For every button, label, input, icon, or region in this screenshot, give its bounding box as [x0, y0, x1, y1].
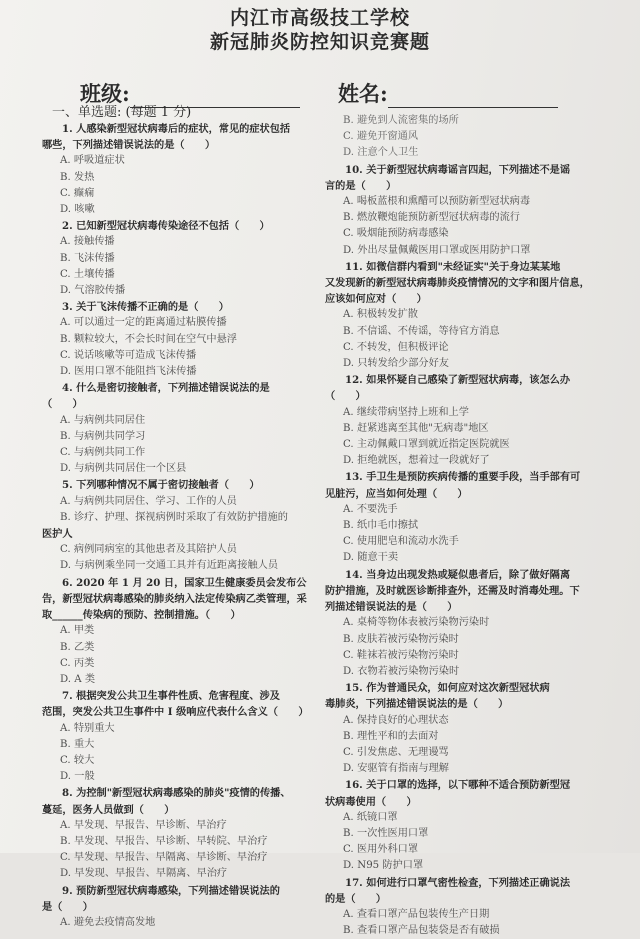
question-stem: 16. 关于口罩的选择，以下哪种不适合预防新型冠 [345, 779, 571, 792]
right-column [325, 113, 615, 939]
option-line: A. 呼吸道症状 [60, 155, 125, 167]
option-line: B. 皮肤若被污染物污染时 [343, 633, 459, 645]
option-line: C. 较大 [60, 754, 95, 766]
option-line: A. 早发现、早报告、早诊断、早治疗 [60, 819, 227, 831]
name-blank [388, 87, 558, 108]
option-line: A. 喝板蓝根和熏醋可以预防新型冠状病毒 [343, 196, 531, 208]
option-line: A. 接触传播 [60, 236, 115, 248]
option-line: D. 一般 [60, 771, 95, 783]
name-label: 姓名: [338, 81, 388, 106]
question-stem-continued: 毒肺炎，下列描述错误说法的是（ ） [325, 698, 509, 711]
paper-header [0, 6, 640, 54]
question-stem-continued: 见脏污，应当如何处理（ ） [325, 487, 468, 500]
class-label: 班级: [80, 81, 130, 106]
question-stem-continued: （ ） [42, 398, 83, 411]
option-line: D. 注意个人卫生 [343, 147, 419, 159]
option-line: D. 拒绝就医，想着过一段就好了 [343, 455, 490, 467]
option-line: C. 避免开窗通风 [343, 131, 419, 143]
option-line: A. 特别重大 [60, 722, 115, 734]
option-line: A. 继续带病坚持上班和上学 [343, 406, 469, 418]
section-heading: 一、单选题: (每题 1 分) [52, 105, 192, 120]
question-stem: 17. 如何进行口罩气密性检查，下列描述正确说法 [345, 876, 571, 889]
option-line: A. 与病例共同居住、学习、工作的人员 [60, 495, 237, 507]
option-line: B. 颗粒较大，不会长时间在空气中悬浮 [60, 333, 237, 345]
option-line: D. 早发现、早报告、早隔离、早治疗 [60, 868, 228, 880]
question-stem-continued: 言的是（ ） [325, 179, 397, 192]
option-line: B. 不信谣、不传谣，等待官方消息 [343, 325, 500, 337]
option-line: B. 纸巾毛巾擦拭 [343, 520, 419, 532]
question-stem-continued: 应该如何应对（ ） [325, 293, 427, 306]
question-stem-continued: 取______传染病的预防、控制措施。（ ） [42, 609, 241, 622]
question-stem: 12. 如果怀疑自己感染了新型冠状病毒，该怎么办 [345, 374, 571, 387]
left-column [42, 104, 310, 931]
question-stem: 6. 2020 年 1 月 20 日，国家卫生健康委员会发布公 [62, 576, 307, 589]
option-line: C. 土壤传播 [60, 268, 115, 280]
option-line: B. 早发现、早报告、早诊断、早转院、早治疗 [60, 835, 268, 847]
question-stem-continued: 蔓延，医务人员做到（ ） [42, 803, 175, 816]
option-line: D. 外出尽量佩戴医用口罩或医用防护口罩 [343, 244, 531, 256]
question-stem-continued: 列描述错误说法的是（ ） [325, 601, 458, 614]
option-line: B. 赶紧逃离至其他"无病毒"地区 [343, 422, 489, 434]
option-line: C. 癫痫 [60, 187, 95, 199]
option-line: B. 诊疗、护理、探视病例时采取了有效防护措施的 [60, 511, 288, 523]
option-line: D. 只转发给少部分好友 [343, 358, 449, 370]
question-stem: 13. 手卫生是预防疾病传播的重要手段，当手部有可 [345, 471, 581, 484]
option-line: D. 与病例乘坐同一交通工具并有近距离接触人员 [60, 560, 279, 572]
option-line: B. 避免到人流密集的场所 [343, 115, 459, 126]
option-line: A. 不要洗手 [343, 503, 398, 515]
question-stem-continued: 的是（ ） [325, 892, 387, 905]
question-stem: 4. 什么是密切接触者，下列描述错误说法的是 [62, 382, 270, 395]
question-stem: 5. 下列哪种情况不属于密切接触者（ ） [62, 479, 260, 492]
question-stem-continued: 防护措施，及时就医诊断排查外，还需及时消毒处理。下 [325, 584, 580, 597]
question-stem-continued: 是（ ） [42, 900, 93, 913]
question-stem: 8. 为控制"新型冠状病毒感染的肺炎"疫情的传播、 [62, 787, 291, 800]
option-line: C. 医用外科口罩 [343, 844, 419, 856]
question-stem: 11. 如微信群内看到"未经证实"关于身边某某地 [345, 260, 561, 273]
option-line: C. 病例同病室的其他患者及其陪护人员 [60, 544, 237, 556]
option-line: B. 与病例共同学习 [60, 430, 146, 442]
question-stem-continued: 范围，突发公共卫生事件中 I 级响应代表什么含义（ ） [42, 706, 309, 719]
option-line: D. 安驱管有指南与理解 [343, 763, 449, 775]
option-line: A. 避免去疫情高发地 [60, 916, 156, 928]
option-line: C. 早发现、早报告、早隔离、早诊断、早治疗 [60, 852, 268, 864]
question-stem: 1. 人感染新型冠状病毒后的症状，常见的症状包括 [62, 123, 291, 135]
option-line: B. 乙类 [60, 641, 95, 653]
question-stem-continued: 哪些，下列描述错误说法的是（ ） [42, 139, 216, 152]
option-line: A. 积极转发扩散 [343, 309, 418, 321]
question-stem-continued: 医护人 [42, 528, 73, 541]
name-field [338, 78, 558, 108]
question-stem: 9. 预防新型冠状病毒感染，下列描述错误说法的 [62, 884, 280, 897]
option-line: D. 咳嗽 [60, 204, 95, 216]
option-line: C. 引发焦虑、无理谩骂 [343, 746, 449, 758]
option-line: A. 可以通过一定的距离通过粘膜传播 [60, 317, 227, 329]
option-line: A. 与病例共同居住 [60, 414, 146, 426]
option-line: A. 甲类 [60, 625, 95, 637]
option-line: B. 发热 [60, 171, 95, 183]
option-line: D. 与病例共同居住一个区县 [60, 463, 187, 475]
option-line: D. 气溶胶传播 [60, 285, 126, 297]
question-stem-continued: 告，新型冠状病毒感染的肺炎纳入法定传染病乙类管理，采 [42, 592, 307, 605]
option-line: C. 使用肥皂和流动水洗手 [343, 536, 459, 548]
option-line: C. 不转发，但积极评论 [343, 341, 449, 353]
option-line: B. 查看口罩产品包装袋是否有破损 [343, 925, 500, 937]
question-stem: 10. 关于新型冠状病毒谣言四起，下列描述不是谣 [345, 163, 571, 176]
option-line: D. N95 防护口罩 [343, 860, 424, 872]
option-line: D. 医用口罩不能阻挡飞沫传播 [60, 366, 197, 378]
option-line: B. 理性平和的去面对 [343, 730, 439, 742]
option-line: D. 随意干卖 [343, 552, 399, 564]
option-line: B. 一次性医用口罩 [343, 827, 429, 839]
option-line: C. 鞋袜若被污染物污染时 [343, 649, 459, 661]
question-stem: 2. 已知新型冠状病毒传染途径不包括（ ） [62, 220, 270, 233]
option-line: C. 吸烟能预防病毒感染 [343, 228, 449, 240]
option-line: A. 查看口罩产品包装传生产日期 [343, 908, 490, 920]
question-stem-continued: 状病毒使用（ ） [325, 795, 417, 808]
paper-title: 新冠肺炎防控知识竞赛题 [209, 31, 430, 53]
option-line: A. 桌椅等物体表被污染物污染时 [343, 617, 490, 629]
option-line: A. 保持良好的心理状态 [343, 714, 449, 726]
option-line: C. 主动佩戴口罩到就近指定医院就医 [343, 439, 510, 451]
option-line: B. 燃放鞭炮能预防新型冠状病毒的流行 [343, 212, 520, 224]
option-line: D. A 类 [60, 673, 96, 685]
option-line: A. 纸镜口罩 [343, 811, 398, 823]
option-line: D. 衣物若被污染物污染时 [343, 665, 460, 677]
question-stem-continued: 又发现新的新型冠状病毒肺炎疫情情况的文字和图片信息， [325, 277, 590, 290]
option-line: C. 丙类 [60, 657, 95, 669]
option-line: C. 说话咳嗽等可造成飞沫传播 [60, 349, 197, 361]
option-line: B. 重大 [60, 738, 95, 750]
question-stem: 3. 关于飞沫传播不正确的是（ ） [62, 301, 229, 314]
question-stem-continued: （ ） [325, 390, 366, 403]
school-name: 内江市高级技工学校 [229, 7, 410, 29]
question-stem: 15. 作为普通民众，如何应对这次新型冠状病 [345, 682, 550, 695]
option-line: B. 飞沫传播 [60, 252, 115, 264]
option-line: C. 与病例共同工作 [60, 447, 146, 459]
question-stem: 14. 当身边出现发热或疑似患者后，除了做好隔离 [345, 568, 571, 581]
question-stem: 7. 根据突发公共卫生事件性质、危害程度、涉及 [62, 690, 280, 703]
